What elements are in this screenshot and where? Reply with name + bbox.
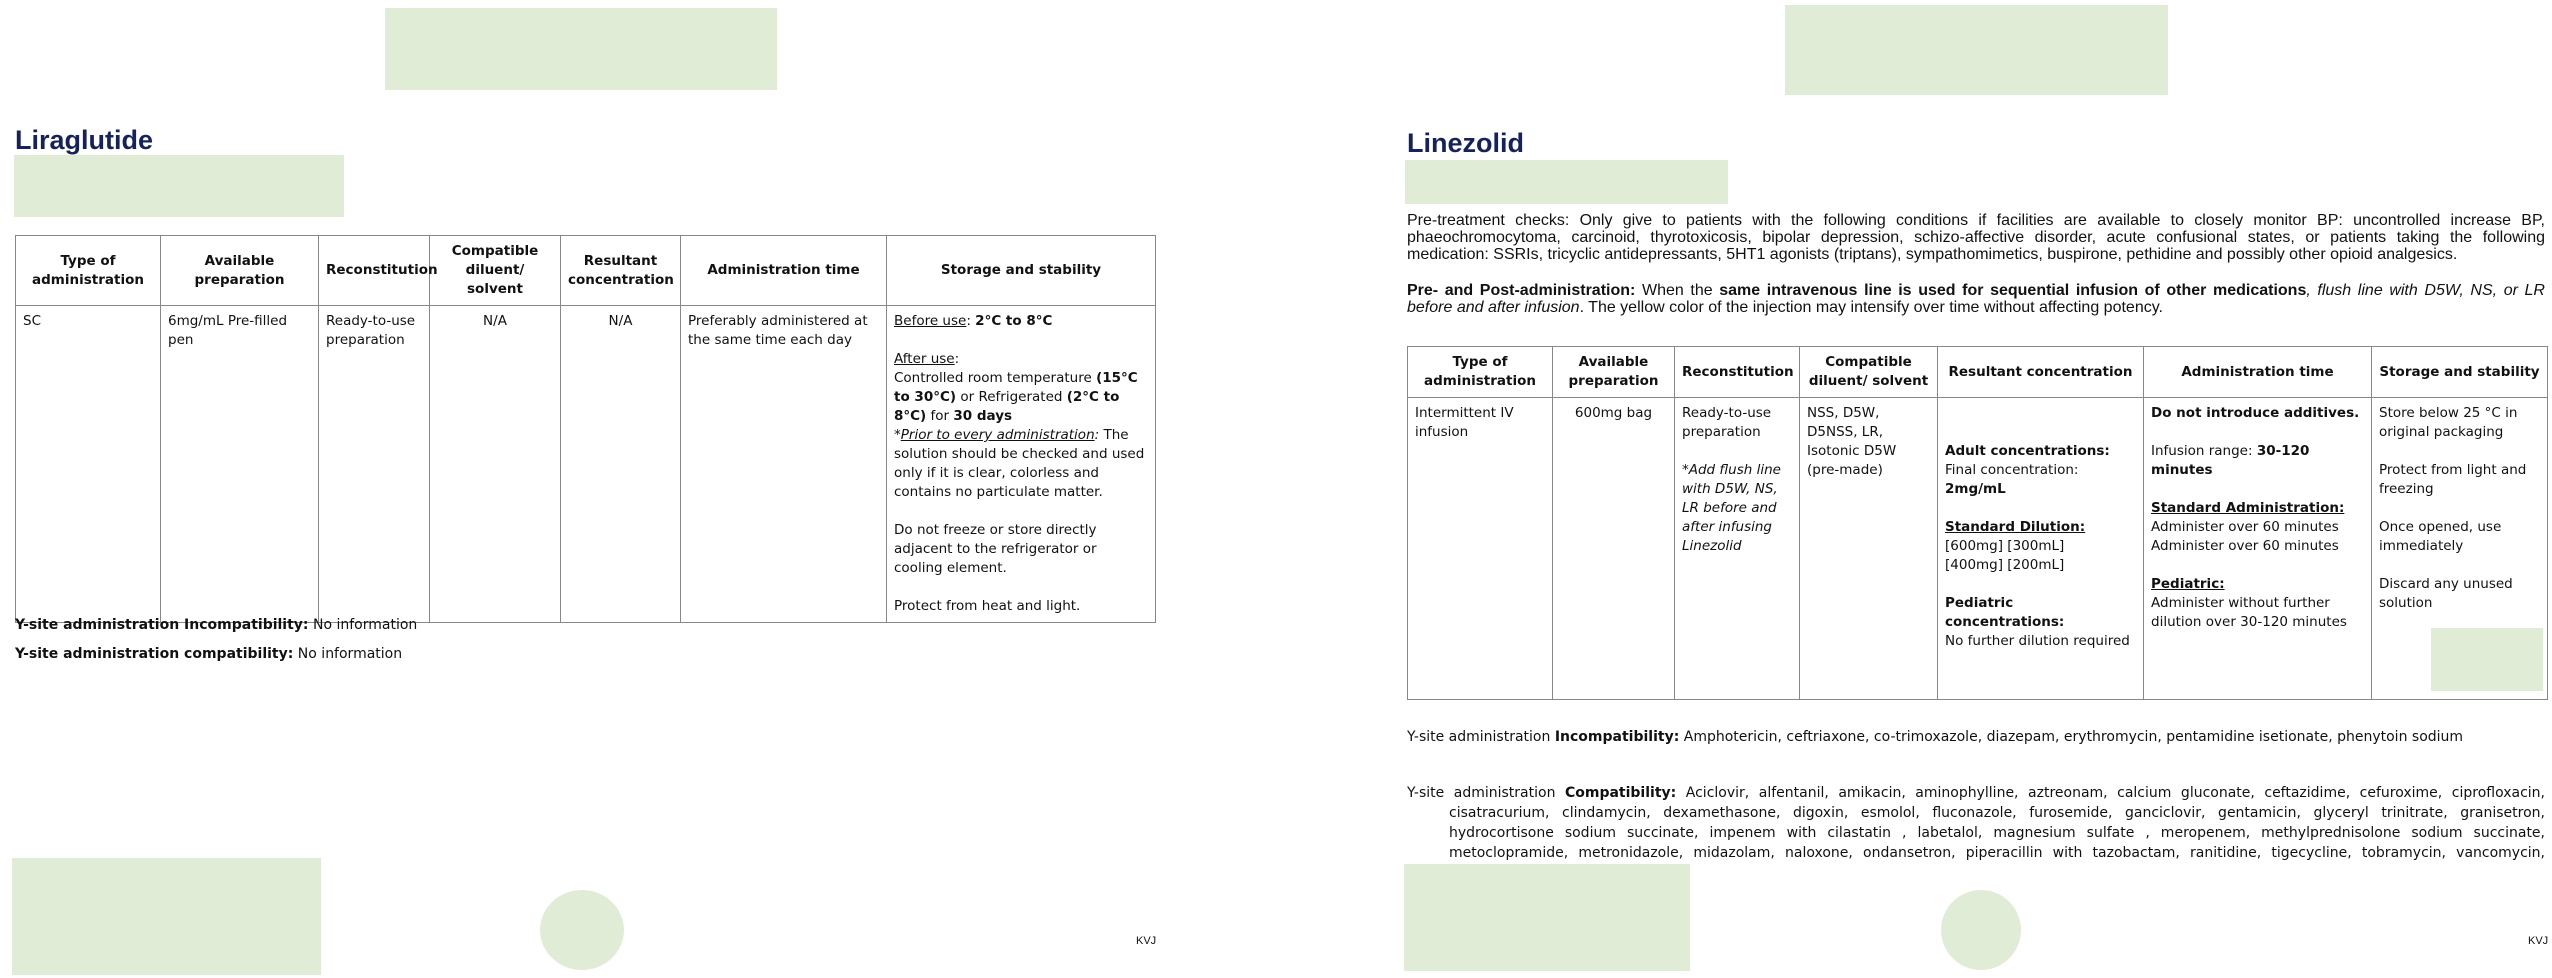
ysite-compatibility: Y-site administration compatibility: No information bbox=[15, 646, 403, 662]
redacted-subtitle-block bbox=[1405, 160, 1728, 204]
header-diluent: Compatible diluent/ solvent bbox=[1800, 347, 1938, 398]
cell-reconstitution: Ready-to-use preparation bbox=[319, 306, 430, 623]
footer-initials: KVJ bbox=[2528, 935, 2549, 947]
ysite-incompatibility: Y-site administration Incompatibility: No information bbox=[15, 617, 418, 633]
redacted-logo-block bbox=[385, 8, 777, 90]
header-admin-time: Administration time bbox=[2144, 347, 2372, 398]
header-type: Type of administration bbox=[16, 236, 161, 306]
header-storage: Storage and stability bbox=[2372, 347, 2548, 398]
header-admin-time: Administration time bbox=[681, 236, 887, 306]
header-preparation: Available preparation bbox=[1553, 347, 1675, 398]
storage-after-use-label: After use: bbox=[894, 351, 960, 367]
header-preparation: Available preparation bbox=[161, 236, 319, 306]
cell-storage bbox=[887, 306, 1156, 623]
redacted-footer-block bbox=[12, 858, 321, 975]
header-diluent: Compatible diluent/ solvent bbox=[430, 236, 561, 306]
cell-concentration: Adult concentrations: Final concentration: 2mg/mL Standard Dilution: [600mg] [300mL] [400mg] [200mL] Pediatric concentrations: No further dilution required bbox=[1938, 398, 2144, 700]
page-title: Linezolid bbox=[1407, 128, 1524, 158]
header-reconstitution: Reconstitution bbox=[319, 236, 430, 306]
header-reconstitution: Reconstitution bbox=[1675, 347, 1800, 398]
pretreatment-checks: Pre-treatment checks: Only give to patients with the following conditions if facilities are available to closely monitor BP: uncontrolled increase BP, phaeochromocytoma, carcinoid, thyrotoxicosis, bipolar depression, schizo-affective disorder, acute confusional states, or patients taking the following medication: SSRIs, tricyclic antidepressants, 5HT1 agonists (triptans), sympathomimetics, buspirone, pethidine and possibly other opioid analgesics. bbox=[1407, 212, 2545, 263]
storage-after-use: Controlled room temperature (15°C to 30°C) or Refrigerated (2°C to 8°C) for 30 days bbox=[894, 370, 1138, 424]
page-title: Liraglutide bbox=[15, 125, 154, 155]
cell-admin-time: Preferably administered at the same time each day bbox=[681, 306, 887, 623]
cell-diluent: NSS, D5W, D5NSS, LR, Isotonic D5W (pre-made) bbox=[1800, 398, 1938, 700]
cell-concentration: N/A bbox=[561, 306, 681, 623]
storage-prior-check: *Prior to every administration: The solution should be checked and used only if it is clear, colorless and contains no particulate matter. bbox=[894, 427, 1145, 500]
footer-initials: KVJ bbox=[1136, 935, 1157, 947]
cell-preparation: 600mg bag bbox=[1553, 398, 1675, 700]
header-type: Type of administration bbox=[1408, 347, 1553, 398]
drug-table bbox=[1407, 346, 2548, 700]
ysite-compatibility: Y-site administration Compatibility: Aciclovir, alfentanil, amikacin, aminophylline, aztreonam, calcium gluconate, ceftazidime, cefuroxime, ciprofloxacin, cisatracurium, clindamycin, dexamethasone, digoxin, esmolol, fluconazole, furosemide, ganciclovir, gentamicin, glyceryl trinitrate, granisetron, hydrocortisone sodium succinate, impenem with cilastatin , labetalol, magnesium sulfate , meropenem, methylprednisolone sodium succinate, metoclopramide, metronidazole, midazolam, naloxone, ondansetron, piperacillin with tazobactam, ranitidine, tigecycline, tobramycin, vancomycin, bbox=[1407, 785, 2545, 861]
header-concentration: Resultant concentration bbox=[561, 236, 681, 306]
cell-storage: Store below 25 °C in original packaging Protect from light and freezing Once opened, use immediately Discard any unused solution bbox=[2372, 398, 2548, 700]
cell-preparation: 6mg/mL Pre-filled pen bbox=[161, 306, 319, 623]
footer-circle-mark bbox=[1941, 890, 2021, 970]
cell-type: Intermittent IV infusion bbox=[1408, 398, 1553, 700]
cell-reconstitution: Ready-to-use preparation *Add flush line with D5W, NS, LR before and after infusing Linezolid bbox=[1675, 398, 1800, 700]
redacted-footer-block bbox=[1404, 864, 1690, 971]
cell-admin-time: Do not introduce additives. Infusion range: 30-120 minutes Standard Administration: Administer over 60 minutes Administer over 60 minutes Pediatric: Administer without further dilution over 30-120 minutes bbox=[2144, 398, 2372, 700]
ysite-incompatibility: Y-site administration Incompatibility: Amphotericin, ceftriaxone, co-trimoxazole, diazepam, erythromycin, pentamidine isetionate, phenytoin sodium bbox=[1407, 729, 2464, 745]
header-concentration: Resultant concentration bbox=[1938, 347, 2144, 398]
redacted-logo-block bbox=[1785, 5, 2168, 95]
footer-circle-mark bbox=[540, 890, 624, 970]
right-page bbox=[1276, 0, 2552, 978]
cell-type: SC bbox=[16, 306, 161, 623]
recon-flush-note: *Add flush line with D5W, NS, LR before and after infusing Linezolid bbox=[1682, 462, 1781, 554]
storage-before-use: Before use: 2°C to 8°C bbox=[894, 313, 1053, 329]
storage-freeze: Do not freeze or store directly adjacent to the refrigerator or cooling element. bbox=[894, 522, 1097, 576]
redacted-subtitle-block bbox=[14, 155, 344, 217]
cell-diluent: N/A bbox=[430, 306, 561, 623]
drug-table bbox=[15, 235, 1156, 623]
redacted-storage-block bbox=[2431, 628, 2543, 691]
storage-protect: Protect from heat and light. bbox=[894, 598, 1081, 614]
pre-post-administration: Pre- and Post-administration: When the same intravenous line is used for sequential infusion of other medications, flush line with D5W, NS, or LR before and after infusion. The yellow color of the injection may intensify over time without affecting potency. bbox=[1407, 282, 2545, 316]
header-storage: Storage and stability bbox=[887, 236, 1156, 306]
